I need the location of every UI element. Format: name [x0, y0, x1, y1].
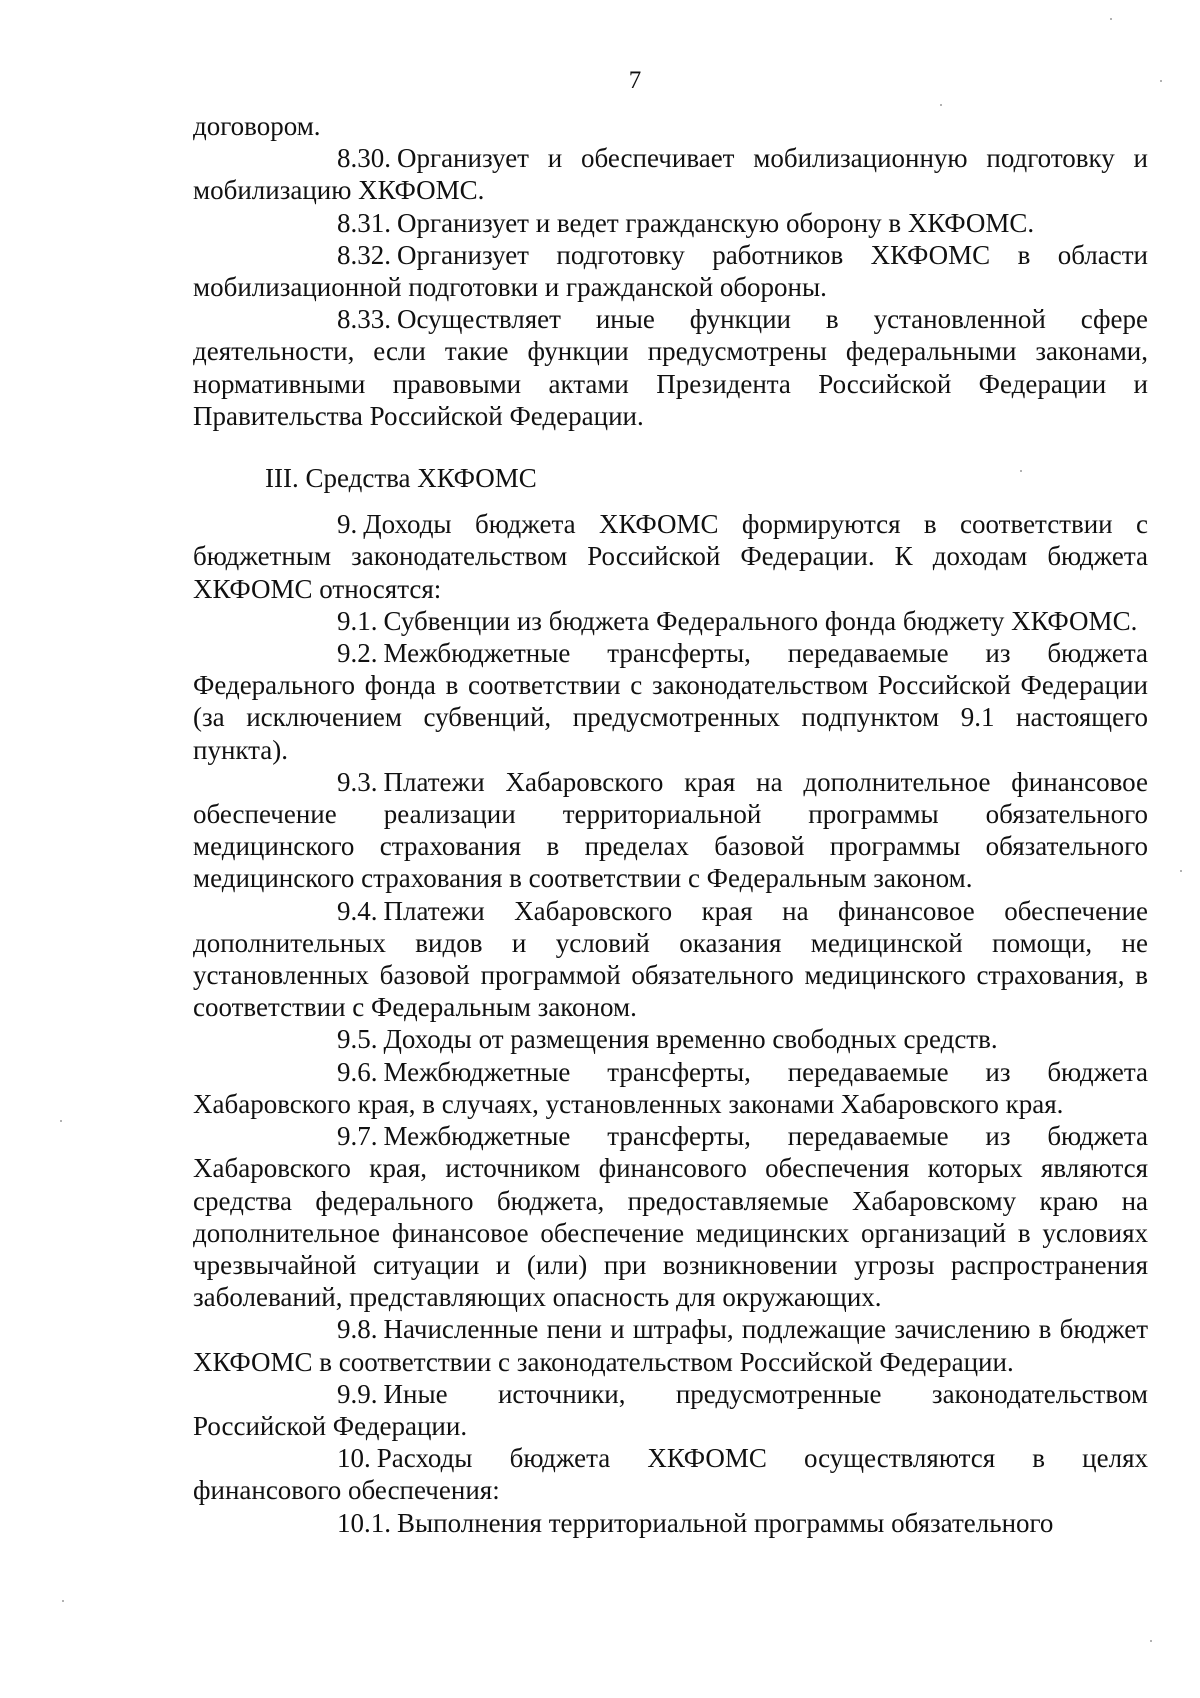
clause-8-32	[193, 239, 1148, 303]
clause-number: 10.1.	[337, 1507, 391, 1538]
paragraph-continuation	[193, 110, 1148, 142]
clause-text: Расходы бюджета ХКФОМС осуществляются в целях финансового обеспечения:	[193, 1443, 1148, 1506]
clause-text: Доходы от размещения временно свободных средств.	[383, 1024, 998, 1055]
scan-speck	[1180, 870, 1182, 872]
clause-number: 8.33.	[337, 304, 391, 335]
clause-number: 9.8.	[337, 1314, 378, 1345]
clause-text: Осуществляет иные функции в установленной сфере деятельности, если такие функции предусмотрены федеральными законами, нормативными правовыми актами Президента Российской Федерации и Правительства Российской Федерации.	[193, 304, 1148, 431]
clause-text: Платежи Хабаровского края на дополнительное финансовое обеспечение реализации территориальной программы обязательного медицинского страхования в пределах базовой программы обязательного медицинского страхования в соответствии с Федеральным законом.	[193, 766, 1148, 894]
clause-9-4	[193, 895, 1148, 1024]
clause-number: 8.30.	[337, 143, 391, 174]
clause-number: 9.	[337, 509, 358, 540]
clause-9-3	[193, 766, 1148, 895]
clause-text: Межбюджетные трансферты, передаваемые из бюджета Хабаровского края, источником финансового обеспечения которых являются средства федерального бюджета, предоставляемые Хабаровскому краю на дополнительное финансовое обеспечение медицинских организаций в условиях чрезвычайной ситуации и (или) при возникновении угрозы распространения заболеваний, представляющих опасность для окружающих.	[193, 1121, 1148, 1313]
clause-number: 9.4.	[337, 895, 378, 926]
page-number: 7	[628, 67, 642, 94]
clause-9-8	[193, 1313, 1148, 1377]
scan-speck	[1020, 470, 1022, 472]
clause-number: 9.6.	[337, 1056, 378, 1087]
clause-number: 8.31.	[337, 207, 391, 238]
scan-speck	[1160, 80, 1162, 82]
clause-9	[193, 508, 1148, 605]
clause-9-9	[193, 1378, 1148, 1442]
clause-text: Межбюджетные трансферты, передаваемые из бюджета Хабаровского края, в случаях, установленных законами Хабаровского края.	[193, 1056, 1148, 1119]
clause-10-1	[193, 1507, 1148, 1539]
section-heading: III. Средства ХКФОМС	[265, 463, 537, 494]
clause-text: Иные источники, предусмотренные законодательством Российской Федерации.	[193, 1378, 1148, 1441]
clause-number: 9.3.	[337, 766, 378, 797]
clause-number: 9.5.	[337, 1024, 378, 1055]
clause-number: 9.2.	[337, 638, 378, 669]
clause-text: Организует и ведет гражданскую оборону в ХКФОМС.	[397, 207, 1035, 238]
clause-number: 8.32.	[337, 239, 391, 270]
clause-9-7	[193, 1120, 1148, 1313]
clause-number: 9.1.	[337, 605, 378, 636]
scan-speck	[1150, 1640, 1152, 1642]
document-body	[193, 110, 1148, 1539]
scan-speck	[1110, 18, 1112, 20]
scan-speck	[60, 1120, 62, 1122]
clause-10	[193, 1442, 1148, 1506]
clause-text: Начисленные пени и штрафы, подлежащие зачислению в бюджет ХКФОМС в соответствии с законодательством Российской Федерации.	[193, 1314, 1148, 1377]
clause-text: Доходы бюджета ХКФОМС формируются в соответствии с бюджетным законодательством Российской Федерации. К доходам бюджета ХКФОМС относятся:	[193, 509, 1148, 604]
clause-text: Выполнения территориальной программы обязательного	[397, 1507, 1054, 1538]
clause-number: 9.9.	[337, 1378, 378, 1409]
clause-9-6	[193, 1056, 1148, 1120]
clause-text: Субвенции из бюджета Федерального фонда бюджету ХКФОМС.	[383, 605, 1138, 636]
clause-text: Платежи Хабаровского края на финансовое обеспечение дополнительных видов и условий оказания медицинской помощи, не установленных базовой программой обязательного медицинского страхования, в соответствии с Федеральным законом.	[193, 895, 1148, 1023]
clause-8-30	[193, 142, 1148, 206]
scan-speck	[940, 104, 942, 106]
clause-text: Организует подготовку работников ХКФОМС в области мобилизационной подготовки и гражданской обороны.	[193, 239, 1148, 303]
clause-9-5	[193, 1023, 1148, 1055]
clause-9-2	[193, 637, 1148, 766]
clause-8-33	[193, 303, 1148, 432]
scan-speck	[62, 1600, 64, 1602]
clause-text: Организует и обеспечивает мобилизационную подготовку и мобилизацию ХКФОМС.	[193, 143, 1148, 206]
paragraph-text: договором.	[193, 111, 321, 141]
clause-number: 9.7.	[337, 1121, 378, 1152]
clause-9-1	[193, 605, 1148, 637]
clause-number: 10.	[337, 1443, 371, 1474]
clause-8-31	[193, 207, 1148, 239]
clause-text: Межбюджетные трансферты, передаваемые из бюджета Федерального фонда в соответствии с законодательством Российской Федерации (за исключением субвенций, предусмотренных подпунктом 9.1 настоящего пункта).	[193, 638, 1148, 765]
